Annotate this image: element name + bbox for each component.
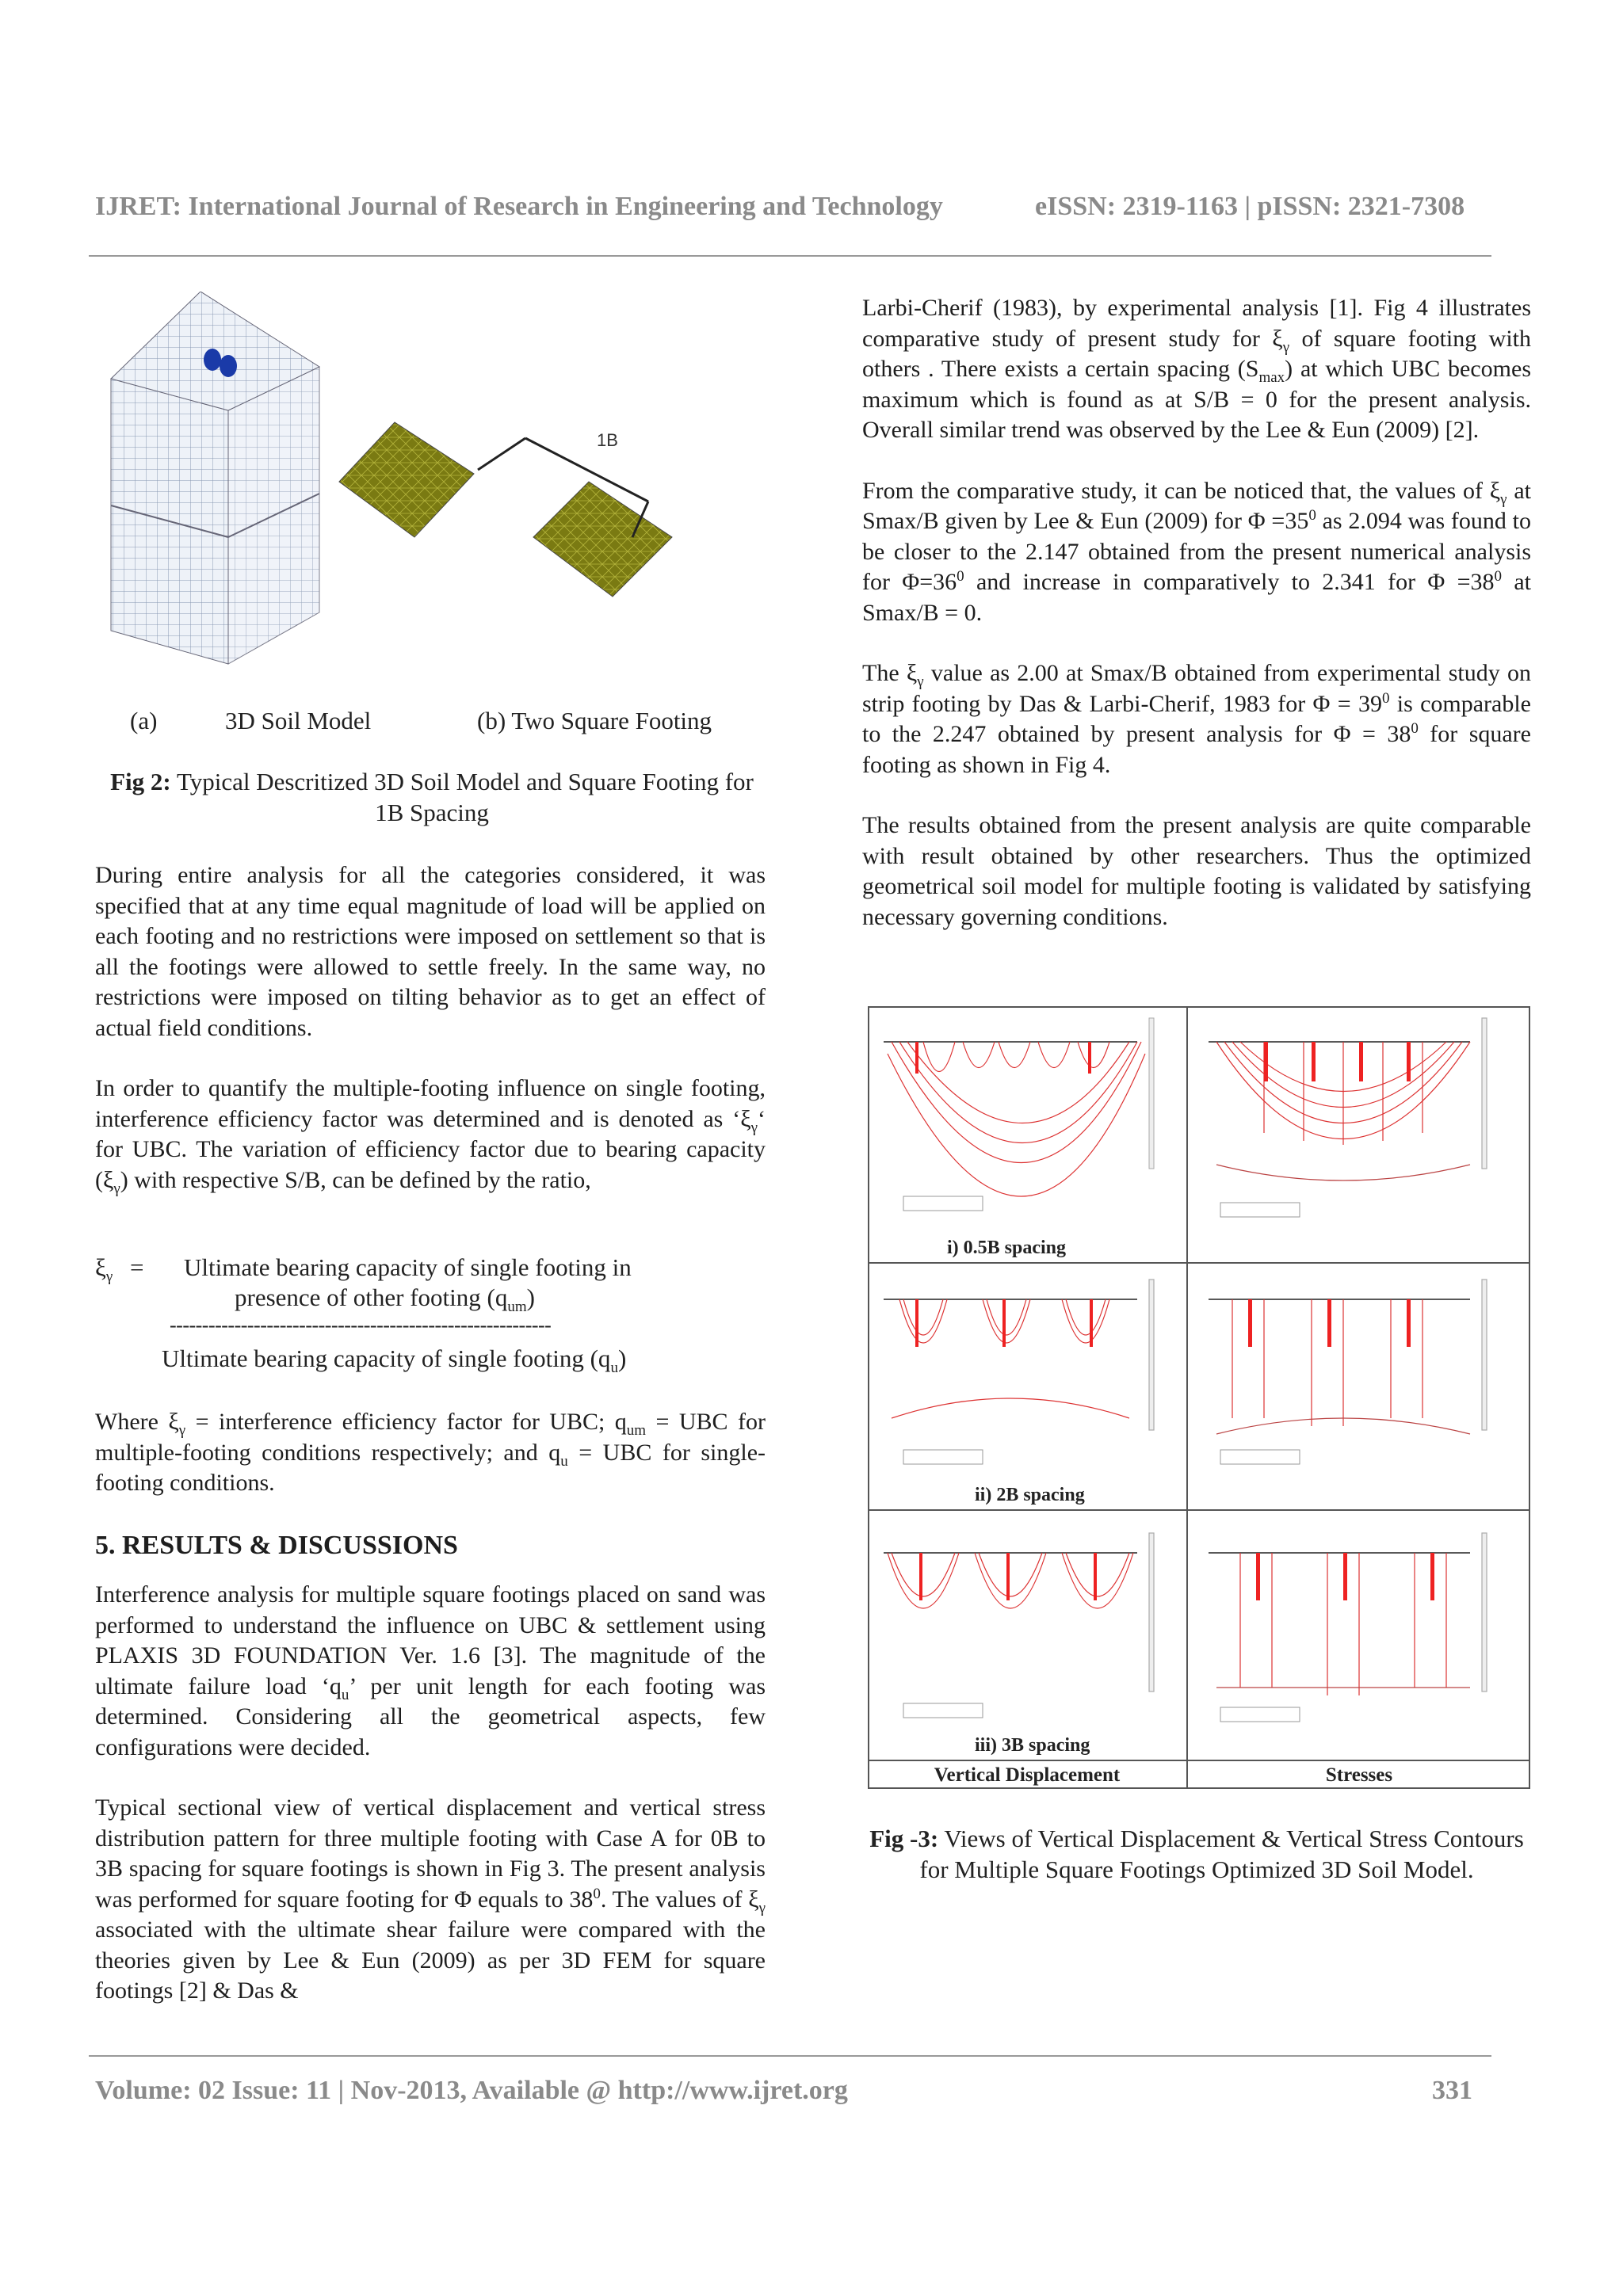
footer-volume: Volume: 02 Issue: 11 | Nov-2013, Available @ http://www.ijret.org bbox=[95, 2076, 848, 2105]
paragraph: The $\xi_\gamma$ value as 2.00 at Smax/B obtained from experimental study on strip footing by Das & Larbi-Cherif, 1983 for $\Phi = 39^0$ is comparable to the 2.247 obtained by present analysis for $\Phi = 38^0$ for square footing as shown in Fig 4. bbox=[862, 660, 1531, 778]
section-heading: 5. RESULTS & DISCUSSIONS bbox=[95, 1531, 458, 1560]
running-header bbox=[95, 192, 1490, 222]
paragraph: Interference analysis for multiple square footings placed on sand was performed to understand the influence on UBC & settlement using PLAXIS 3D FOUNDATION Ver. 1.6 [3]. The magnitude of the ultimate failure load ‘$q_u$’ per unit length for each footing was determined. Considering all the geometrical aspects, few configurations were decided. bbox=[95, 1581, 766, 1760]
paragraph: Typical sectional view of vertical displacement and vertical stress distribution pattern for three multiple footing with Case A for 0B to 3B spacing for square footings is shown in Fig 3. The present analysis was performed for square footing for Φ equals to $38^0$. The values of $\xi_\gamma$ associated with the ultimate shear failure were compared with the theories given by Lee & Eun (2009) as per 3D FEM for square footings [2] & Das & bbox=[95, 1794, 766, 2004]
eq-equals: = bbox=[130, 1253, 144, 1281]
eq-fraction-bar: ----------------------------------------------------------- bbox=[170, 1314, 552, 1337]
fig2-sub-a-text: 3D Soil Model bbox=[225, 707, 372, 734]
paragraph: From the comparative study, it can be noticed that, the values of $\xi_\gamma$ at Smax/B given by Lee & Eun (2009) for $\Phi =35^0$ as 2.094 was found to be closer to the 2.147 obtained from the present numerical analysis for $\Phi=36^0$ and increase in comparatively to 2.341 for $\Phi =38^0$ at Smax/B = 0. bbox=[862, 477, 1532, 626]
row-label-3b: iii) 3B spacing bbox=[975, 1735, 1090, 1756]
issn: eISSN: 2319-1163 | pISSN: 2321-7308 bbox=[1035, 192, 1465, 221]
left-column-where bbox=[95, 1407, 766, 1529]
fig2-sub-b: (b) Two Square Footing bbox=[477, 707, 712, 734]
eq-symbol: $\xi_\gamma$ bbox=[95, 1253, 113, 1286]
paragraph: Where $\xi_\gamma$ = interference efficiency factor for UBC; $q_{um}$ = UBC for multiple-footing conditions respectively; and $q_u$ = UBC for single-footing conditions. bbox=[95, 1409, 766, 1496]
footer-rule bbox=[89, 2055, 1491, 2057]
running-footer bbox=[95, 2076, 1482, 2106]
fig2-sub-a-letter: (a) bbox=[130, 707, 158, 734]
column-label-displacement: Vertical Displacement bbox=[934, 1764, 1121, 1786]
fig2-caption bbox=[95, 767, 769, 828]
square-footing-right bbox=[533, 482, 672, 597]
paragraph: The results obtained from the present analysis are quite comparable with result obtained by other researchers. Thus the optimized geometrical soil model for multiple footing is validated by satisfying necessary governing conditions. bbox=[862, 812, 1531, 930]
journal-title: IJRET: International Journal of Research in Engineering and Technology bbox=[95, 192, 943, 221]
eq-numerator-line2: presence of other footing $(q_{um})$ bbox=[235, 1283, 535, 1316]
footing-marker-1 bbox=[204, 349, 221, 371]
left-column-upper bbox=[95, 860, 766, 1226]
fig3-contour-figure bbox=[868, 1006, 1530, 1789]
row-label-2b: ii) 2B spacing bbox=[975, 1485, 1085, 1505]
fig3-caption-text: Views of Vertical Displacement & Vertical Stress Contours for Multiple Square Footings Optimized 3D Soil Model. bbox=[919, 1825, 1524, 1883]
fig3-caption bbox=[864, 1824, 1529, 1885]
eq-denominator: Ultimate bearing capacity of single footing $(q_u)$ bbox=[162, 1344, 627, 1377]
fig3-caption-label: Fig -3: bbox=[869, 1825, 939, 1852]
header-rule bbox=[89, 255, 1491, 257]
row-label-0-5b: i) 0.5B spacing bbox=[947, 1238, 1067, 1258]
fig2-caption-text: Typical Descritized 3D Soil Model and Square Footing for 1B Spacing bbox=[170, 768, 754, 826]
paragraph: Larbi-Cherif (1983), by experimental analysis [1]. Fig 4 illustrates comparative study of present study for $\xi_\gamma$ of square footing with others . There exists a certain spacing $(S_{max})$ at which UBC becomes maximum which is found as at S/B = 0 for the present analysis. Overall similar trend was observed by the Lee & Eun (2009) [2]. bbox=[862, 295, 1531, 443]
column-label-stresses: Stresses bbox=[1325, 1764, 1393, 1786]
footing-marker-2 bbox=[220, 355, 237, 377]
left-column-lower bbox=[95, 1580, 766, 2037]
paragraph: During entire analysis for all the categories considered, it was specified that at any time equal magnitude of load will be applied on each footing and no restrictions were imposed on settlement so that is all the footings were allowed to settle freely. In the same way, no restrictions were imposed on tilting behavior as to get an effect of actual field conditions. bbox=[95, 862, 766, 1041]
fig2-illustration bbox=[101, 292, 783, 672]
label-1b: 1B bbox=[597, 430, 618, 450]
page-number: 331 bbox=[1432, 2076, 1472, 2105]
fig2-caption-label: Fig 2: bbox=[110, 768, 171, 795]
legend-bar bbox=[1149, 1018, 1154, 1169]
paragraph: In order to quantify the multiple-footing influence on single footing, interference efficiency factor was determined and is denoted as ‘$\xi_\gamma‘$ for UBC. The variation of efficiency factor due to bearing capacity $(\xi_\gamma)$ with respective S/B, can be defined by the ratio, bbox=[95, 1075, 766, 1197]
soil-model-block bbox=[111, 292, 319, 664]
equation bbox=[95, 1253, 777, 1286]
right-column bbox=[862, 293, 1531, 963]
square-footing-left bbox=[339, 422, 474, 537]
eq-numerator-line1: Ultimate bearing capacity of single footing in bbox=[184, 1253, 632, 1281]
